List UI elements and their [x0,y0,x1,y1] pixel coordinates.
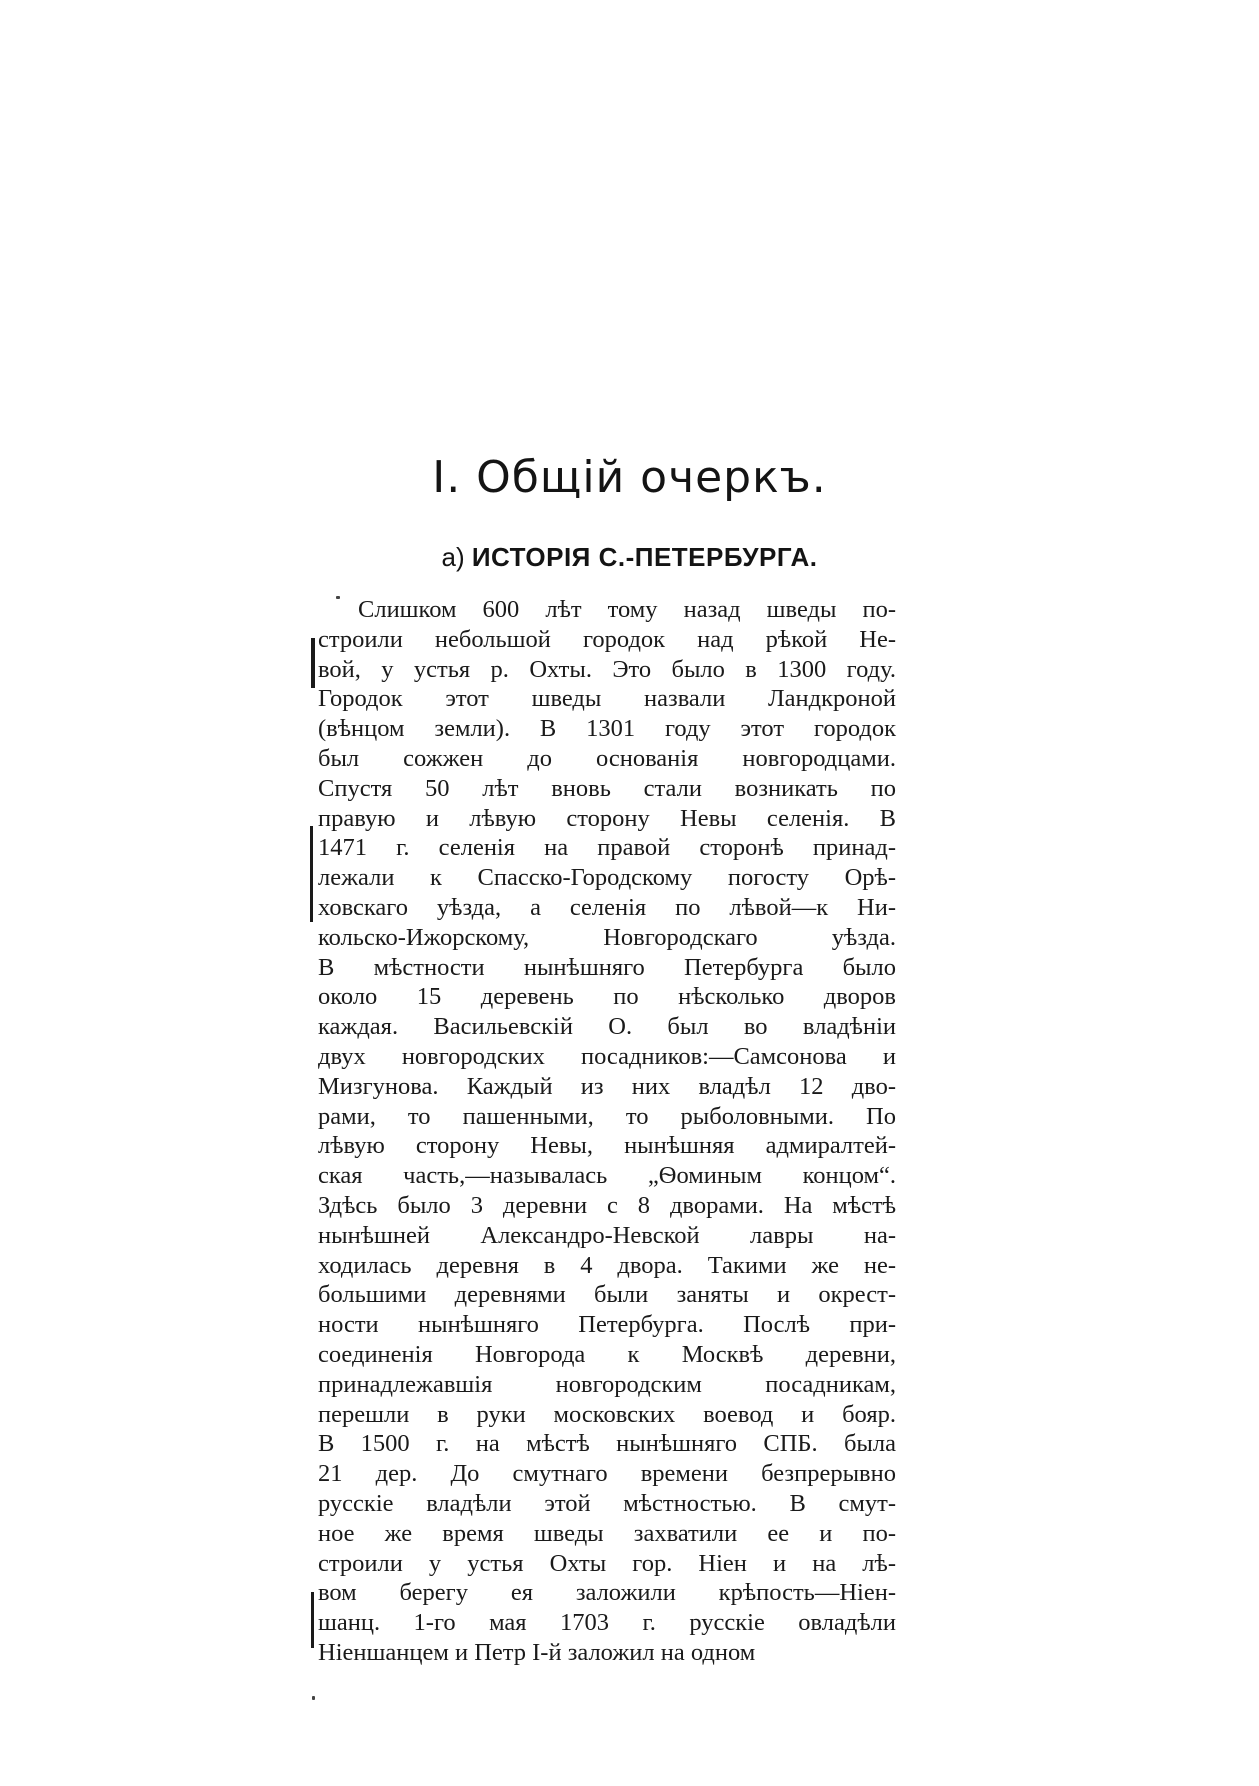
text-line: В 1500 г. на мѣстѣ нынѣшняго СПБ. была [318,1430,896,1458]
text-line: 1471 г. селенія на правой сторонѣ принад- [318,834,896,862]
chapter-title: I. Общій очеркъ. [432,452,827,503]
text-line: соединенія Новгорода к Москвѣ деревни, [318,1340,896,1368]
scan-margin-mark [311,638,315,688]
text-line: перешли в руки московских воевод и бояр. [318,1400,896,1428]
text-line: Мизгунова. Каждый из них владѣл 12 дво- [318,1072,896,1100]
section-heading [0,542,1259,573]
text-line: Ніеншанцем и Петр I-й заложил на одном [318,1638,756,1666]
text-line: кольско-Ижорскому, Новгородскаго уѣзда. [318,923,896,951]
text-line: Городок этот шведы назвали Ландкроной [318,685,896,713]
text-line: вой, у устья р. Охты. Это было в 1300 году. [318,655,896,683]
section-name: ИСТОРІЯ С.-ПЕТЕРБУРГА. [471,542,818,572]
text-line: ская часть,—называлась „Ѳоминым концом“. [318,1162,896,1190]
text-line: строили небольшой городок над рѣкой Не- [318,625,896,653]
text-line: Спустя 50 лѣт вновь стали возникать по [318,774,896,802]
text-line: лежали к Спасско-Городскому погосту Орѣ- [318,864,896,892]
text-line: Слишком 600 лѣт тому назад шведы по- [358,596,896,623]
body-text [318,595,896,1668]
text-line: ховскаго уѣзда, а селенія по лѣвой—к Ни- [318,893,896,921]
text-line: правую и лѣвую сторону Невы селенія. В [318,804,896,832]
text-line: нынѣшней Александро-Невской лавры на- [318,1221,896,1249]
text-line: В мѣстности нынѣшняго Петербурга было [318,953,896,981]
text-line: ное же время шведы захватили ее и по- [318,1519,896,1547]
text-line: двух новгородских посадников:—Самсонова и [318,1042,896,1070]
scan-margin-mark [311,1592,314,1648]
text-line: был сожжен до основанія новгородцами. [318,744,896,772]
text-line: лѣвую сторону Невы, нынѣшняя адмиралтей- [318,1132,896,1160]
text-line: рами, то пашенными, то рыболовными. По [318,1102,896,1130]
text-line: 21 дер. До смутнаго времени безпрерывно [318,1460,896,1488]
text-line: (вѣнцом земли). В 1301 году этот городок [318,715,896,743]
text-line: Здѣсь было 3 деревни с 8 дворами. На мѣстѣ [318,1191,896,1219]
text-line: ходилась деревня в 4 двора. Такими же не- [318,1251,896,1279]
section-letter: а) [441,542,465,572]
text-line: вом берегу ея заложили крѣпость—Ніен- [318,1579,896,1607]
text-line: около 15 деревень по нѣсколько дворов [318,983,896,1011]
text-line: принадлежавшія новгородским посадникам, [318,1370,896,1398]
scan-margin-mark [310,826,313,922]
text-line: русскіе владѣли этой мѣстностью. В смут- [318,1489,896,1517]
text-line: ности нынѣшняго Петербурга. Послѣ при- [318,1311,896,1339]
text-line: каждая. Васильевскій О. был во владѣніи [318,1013,896,1041]
scan-speck [312,1696,315,1700]
text-line: строили у устья Охты гор. Ніен и на лѣ- [318,1549,896,1577]
text-line: большими деревнями были заняты и окрест- [318,1281,896,1309]
text-line: шанц. 1-го мая 1703 г. русскіе овладѣли [318,1609,896,1637]
